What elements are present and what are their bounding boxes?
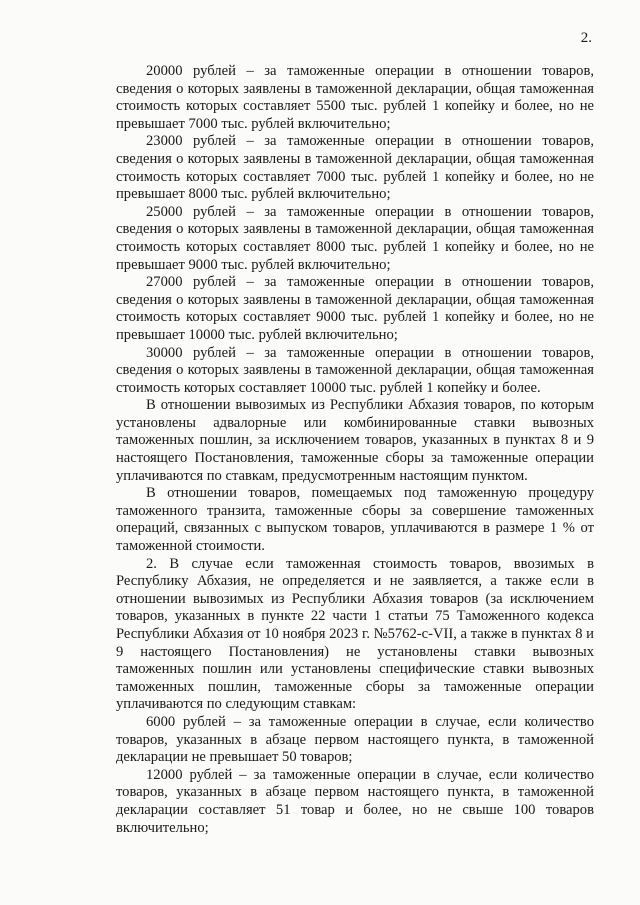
paragraph-export-goods: В отношении вывозимых из Республики Абхазия товаров, по которым установлены адвалорные или комбинированные ставки вывозных таможенных пошлин, за исключением товаров, указанных в пунктах 8 и 9 настоящего Постановления, таможенные сборы за таможенные операции уплачиваются по ставкам, предусмотренным настоящим пунктом. bbox=[116, 397, 594, 484]
paragraph-rate-12000: 12000 рублей – за таможенные операции в случае, если количество товаров, указанных в абзаце первом настоящего пункта, в таможенной декларации составляет 51 товар и более, но не свыше 100 товаров включительно; bbox=[116, 766, 594, 836]
paragraph-rate-6000: 6000 рублей – за таможенные операции в случае, если количество товаров, указанных в абзаце первом настоящего пункта, в таможенной декларации не превышает 50 товаров; bbox=[116, 713, 594, 766]
page-number: 2. bbox=[580, 30, 592, 46]
paragraph-rate-20000: 20000 рублей – за таможенные операции в отношении товаров, сведения о которых заявлены в таможенной декларации, общая таможенная стоимость которых составляет 5500 тыс. рублей 1 копейку и более, но не превышает 7000 тыс. рублей включительно; bbox=[116, 63, 594, 132]
paragraph-rate-25000: 25000 рублей – за таможенные операции в отношении товаров, сведения о которых заявлены в таможенной декларации, общая таможенная стоимость которых составляет 8000 тыс. рублей 1 копейку и более, но не превышает 9000 тыс. рублей включительно; bbox=[116, 203, 594, 273]
paragraph-rate-30000: 30000 рублей – за таможенные операции в отношении товаров, сведения о которых заявлены в таможенной декларации, общая таможенная стоимость которых составляет 10000 тыс. рублей 1 копейку и более. bbox=[116, 344, 594, 396]
paragraph-transit-goods: В отношении товаров, помещаемых под таможенную процедуру таможенного транзита, таможенные сборы за совершение таможенных операций, связанных с выпуском товаров, уплачиваются в размере 1 % от таможенной стоимости. bbox=[116, 485, 594, 555]
document-body bbox=[116, 63, 594, 837]
paragraph-rate-23000: 23000 рублей – за таможенные операции в отношении товаров, сведения о которых заявлены в таможенной декларации, общая таможенная стоимость которых составляет 7000 тыс. рублей 1 копейку и более, но не превышает 8000 тыс. рублей включительно; bbox=[116, 133, 594, 203]
paragraph-rate-27000: 27000 рублей – за таможенные операции в отношении товаров, сведения о которых заявлены в таможенной декларации, общая таможенная стоимость которых составляет 9000 тыс. рублей 1 копейку и более, но не превышает 10000 тыс. рублей включительно; bbox=[116, 274, 594, 343]
paragraph-section-2: 2. В случае если таможенная стоимость товаров, ввозимых в Республику Абхазия, не определяется и не заявляется, а также если в отношении вывозимых из Республики Абхазия товаров (за исключением товаров, указанных в пункте 22 части 1 статьи 75 Таможенного кодекса Республики Абхазия от 10 ноября 2023 г. №5762-с-VII, а также в пунктах 8 и 9 настоящего Постановления) не установлены ставки вывозных таможенных пошлин или установлены специфические ставки вывозных таможенных пошлин, таможенные сборы за таможенные операции уплачиваются по следующим ставкам: bbox=[116, 555, 594, 713]
